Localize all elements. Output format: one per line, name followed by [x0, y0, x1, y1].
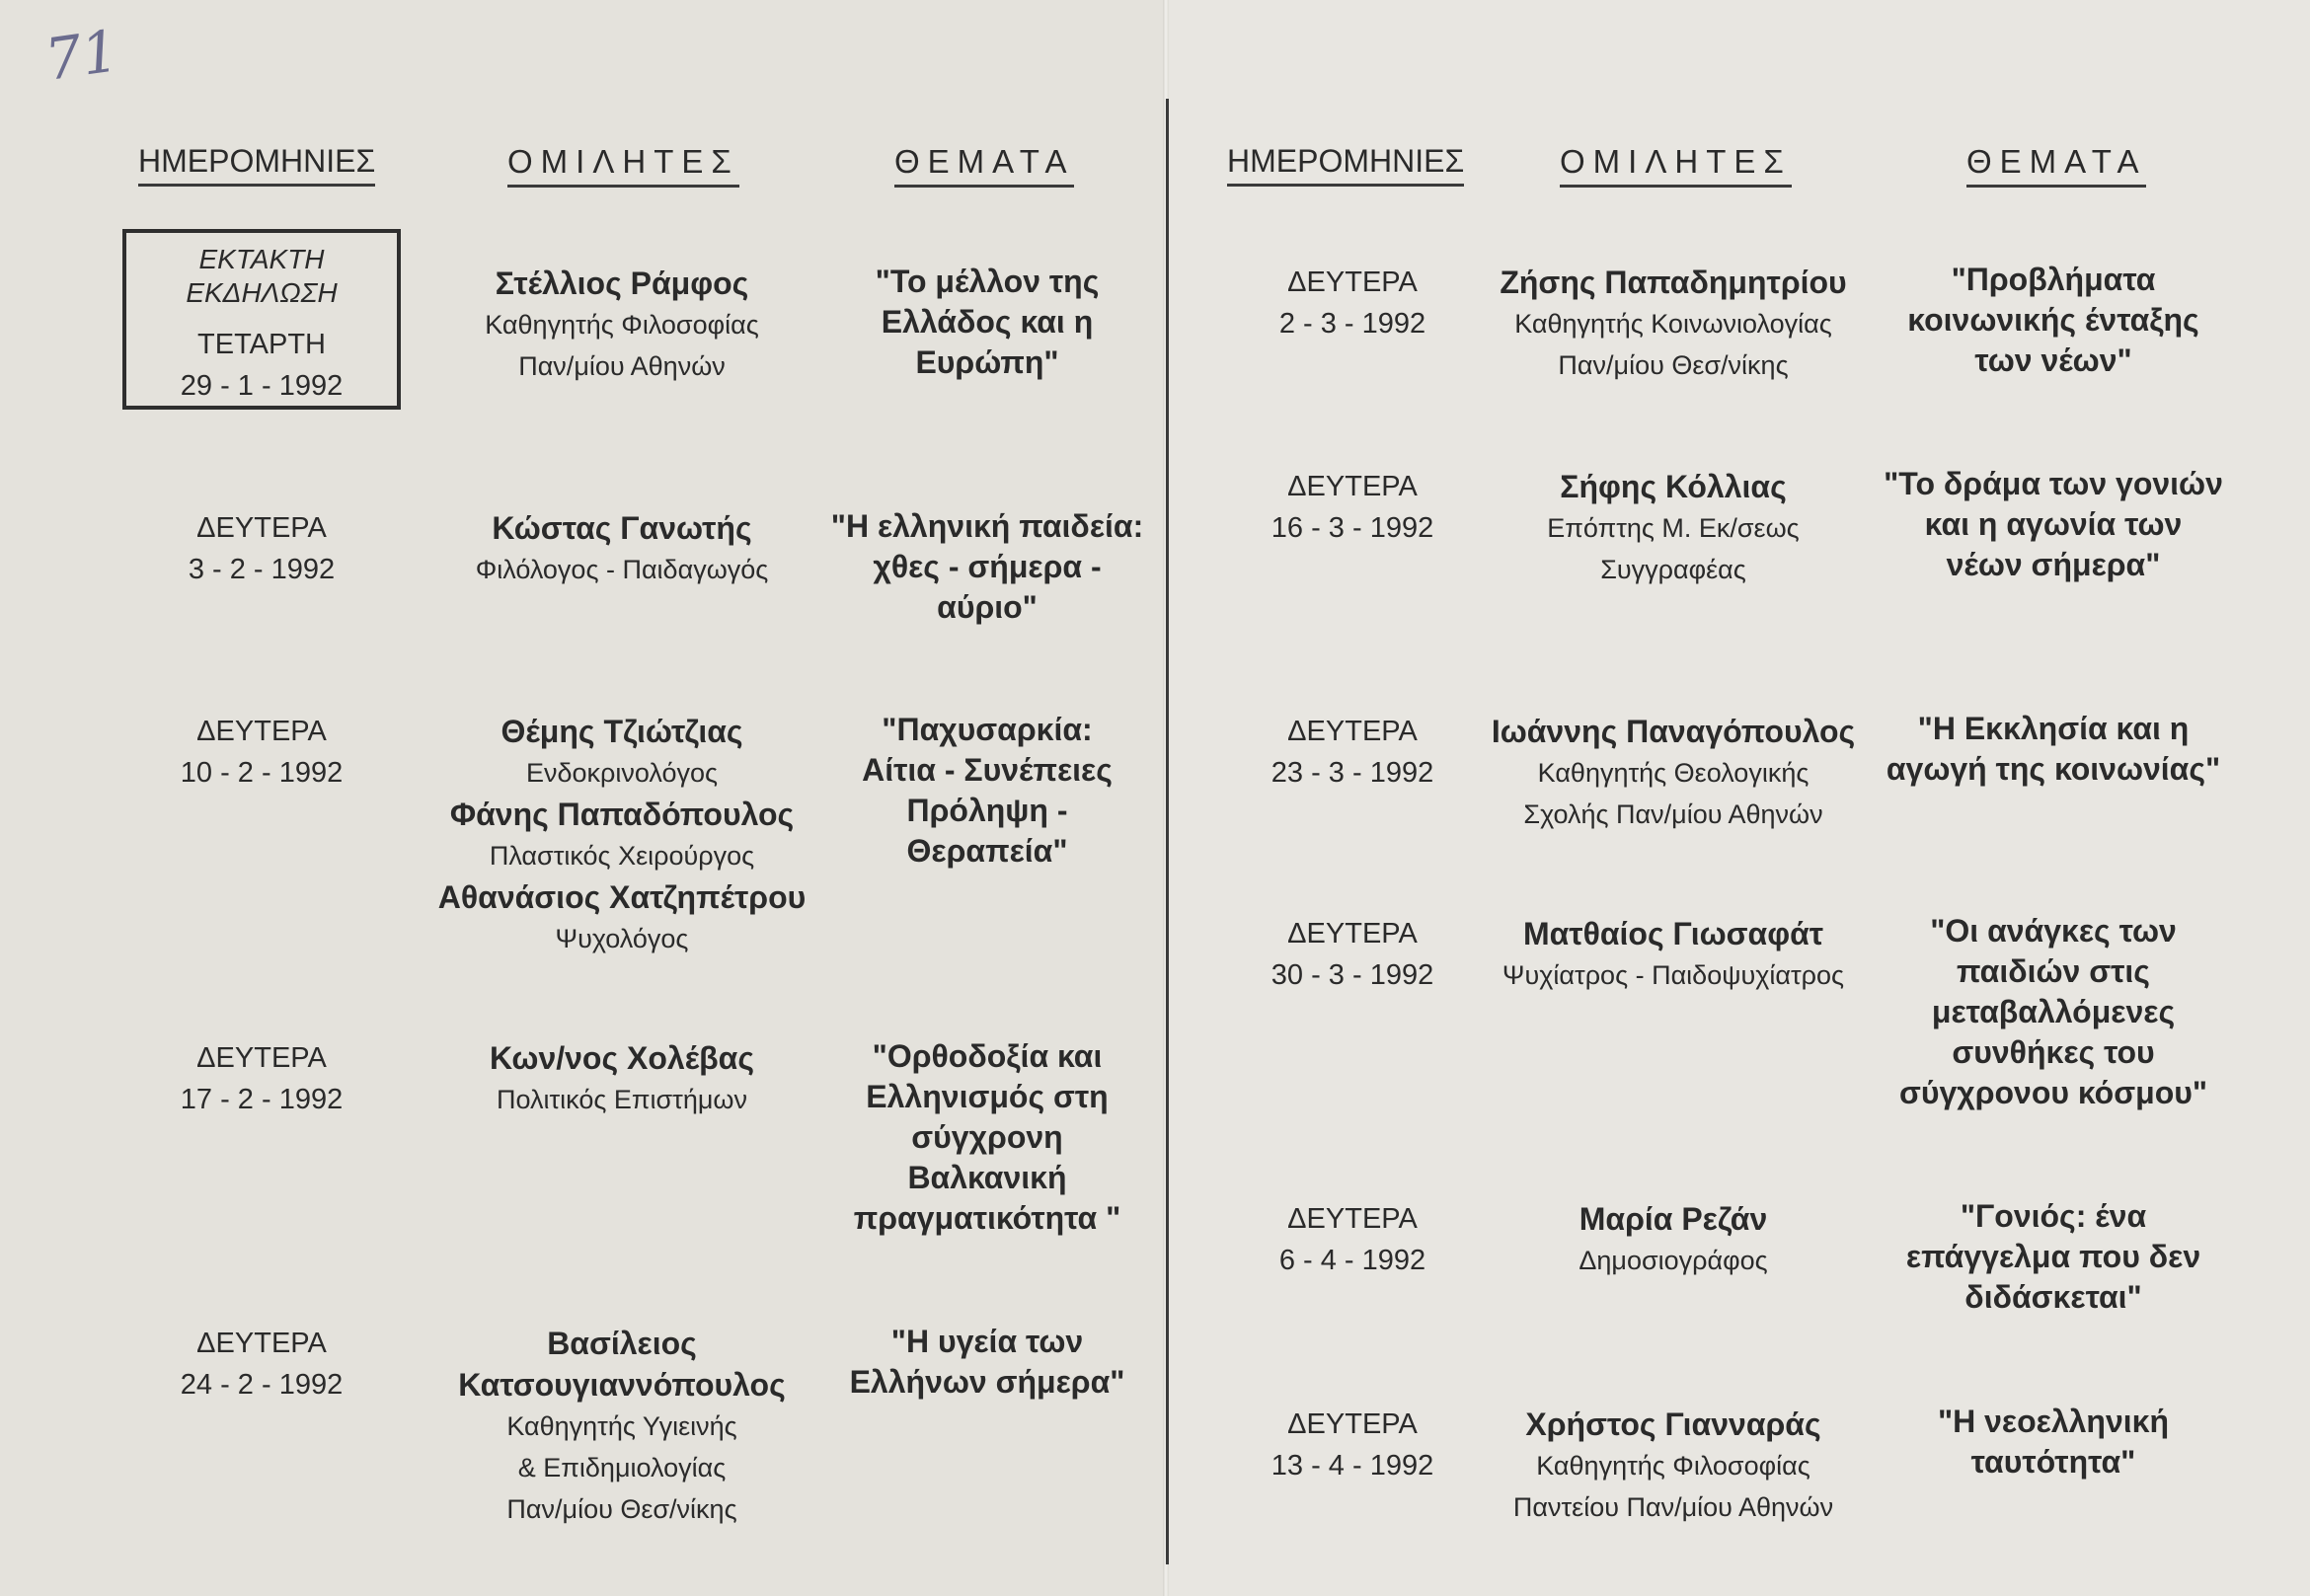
- topic-block: "Προβλήματα κοινωνικής ένταξης των νέων": [1907, 262, 2199, 378]
- header-dates-left: ΗΜΕΡΟΜΗΝΙΕΣ: [138, 143, 375, 187]
- date-block: ΔΕΥΤΕΡΑ 13 - 4 - 1992: [1270, 1408, 1434, 1482]
- topic-block: "Ορθοδοξία και Ελληνισμός στη σύγχρονη Βαλκανική πραγματικότητα ": [853, 1038, 1121, 1236]
- topic-block: "Το δράμα των γονιών και η αγωνία των νέων σήμερα": [1884, 466, 2223, 582]
- date-block: ΔΕΥΤΕΡΑ 16 - 3 - 1992: [1270, 471, 1434, 544]
- speaker-block: Κων/νος Χολέβας Πολιτικός Επιστήμων: [490, 1040, 754, 1114]
- speaker-block: Σήφης Κόλλιας Επόπτης Μ. Εκ/σεως Συγγραφέας: [1547, 469, 1800, 584]
- speaker-block: Στέλλιος Ράμφος Καθηγητής Φιλοσοφίας Παν/μίου Αθηνών: [485, 266, 759, 381]
- speaker-block: Ζήσης Παπαδημητρίου Καθηγητής Κοινωνιολογίας Παν/μίου Θεσ/νίκης: [1500, 265, 1847, 380]
- topic-block: "Η ελληνική παιδεία: χθες - σήμερα - αύριο": [830, 508, 1144, 625]
- topic-block: "Το μέλλον της Ελλάδος και η Ευρώπη": [875, 264, 1100, 380]
- topic-block: "Παχυσαρκία: Αίτια - Συνέπειες Πρόληψη - Θεραπεία": [862, 712, 1113, 869]
- header-speakers-right: ΟΜΙΛΗΤΕΣ: [1560, 143, 1792, 188]
- date-block: ΔΕΥΤΕΡΑ 24 - 2 - 1992: [180, 1328, 344, 1401]
- special-event-box: ΕΚΤΑΚΤΗ ΕΚΔΗΛΩΣΗ ΤΕΤΑΡΤΗ 29 - 1 - 1992: [122, 229, 401, 410]
- speaker-block: Θέμης Τζιώτζιας Ενδοκρινολόγος Φάνης Παπαδόπουλος Πλαστικός Χειρούργος Αθανάσιος Χατζηπέτρου Ψυχολόγος: [437, 714, 807, 953]
- date-block: ΔΕΥΤΕΡΑ 3 - 2 - 1992: [188, 512, 336, 585]
- header-topics-left: ΘΕΜΑΤΑ: [894, 143, 1074, 188]
- date-block: ΔΕΥΤΕΡΑ 23 - 3 - 1992: [1270, 716, 1434, 789]
- speaker-block: Βασίλειος Κατσουγιαννόπουλος Καθηγητής Υγιεινής & Επιδημιολογίας Παν/μίου Θεσ/νίκης: [458, 1326, 786, 1524]
- speaker-block: Κώστας Γανωτής Φιλόλογος - Παιδαγωγός: [475, 510, 769, 584]
- date-block: ΔΕΥΤΕΡΑ 17 - 2 - 1992: [180, 1042, 344, 1115]
- topic-block: "Η υγεία των Ελλήνων σήμερα": [849, 1324, 1125, 1400]
- topic-block: "Η Εκκλησία και η αγωγή της κοινωνίας": [1886, 711, 2221, 787]
- speaker-block: Ιωάννης Παναγόπουλος Καθηγητής Θεολογικής Σχολής Παν/μίου Αθηνών: [1491, 714, 1856, 829]
- date-block: ΔΕΥΤΕΡΑ 6 - 4 - 1992: [1278, 1203, 1426, 1276]
- special-date: ΤΕΤΑΡΤΗ 29 - 1 - 1992: [180, 329, 344, 402]
- speaker-block: Χρήστος Γιανναράς Καθηγητής Φιλοσοφίας Παντείου Παν/μίου Αθηνών: [1512, 1406, 1834, 1522]
- date-block: ΔΕΥΤΕΡΑ 30 - 3 - 1992: [1270, 918, 1434, 991]
- topic-block: "Γονιός: ένα επάγγελμα που δεν διδάσκεται": [1905, 1198, 2201, 1315]
- topic-block: "Η νεοελληνική ταυτότητα": [1937, 1404, 2170, 1480]
- handwritten-page-mark: 71: [40, 17, 123, 94]
- date-block: ΔΕΥΤΕΡΑ 10 - 2 - 1992: [180, 716, 344, 789]
- spine-line: [1166, 99, 1169, 1564]
- speaker-block: Μαρία Ρεζάν Δημοσιογράφος: [1578, 1201, 1768, 1275]
- header-speakers-left: ΟΜΙΛΗΤΕΣ: [507, 143, 739, 188]
- speaker-block: Ματθαίος Γιωσαφάτ Ψυχίατρος - Παιδοψυχίατρος: [1502, 916, 1845, 990]
- header-dates-right: ΗΜΕΡΟΜΗΝΙΕΣ: [1227, 143, 1464, 187]
- header-topics-right: ΘΕΜΑΤΑ: [1966, 143, 2146, 188]
- topic-block: "Οι ανάγκες των παιδιών στις μεταβαλλόμενες συνθήκες του σύγχρονου κόσμου": [1898, 913, 2208, 1110]
- date-block: ΔΕΥΤΕΡΑ 2 - 3 - 1992: [1278, 266, 1426, 340]
